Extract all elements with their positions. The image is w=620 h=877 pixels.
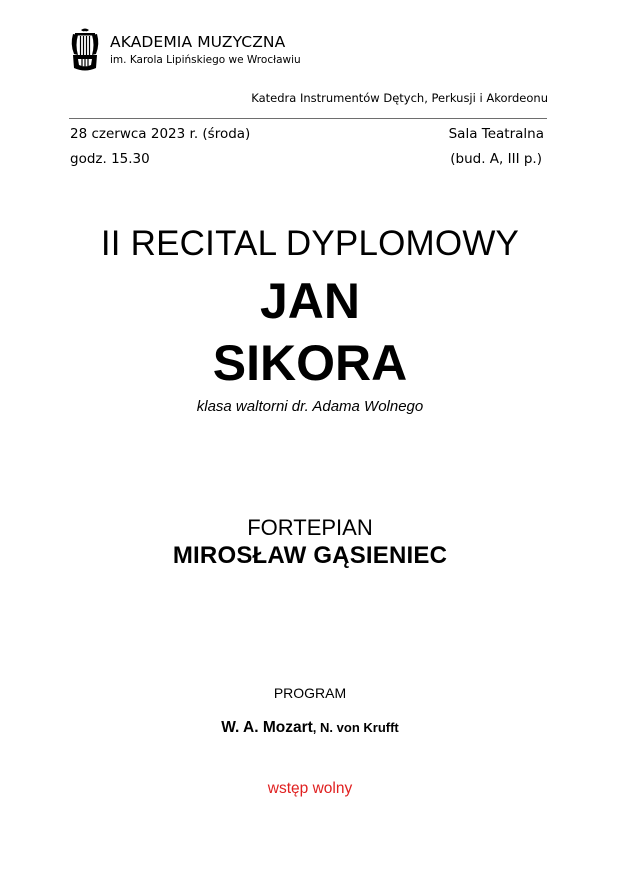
recital-title: II RECITAL DYPLOMOWY bbox=[100, 224, 520, 263]
department-name: Katedra Instrumentów Dętych, Perkusji i Akordeonu bbox=[251, 91, 548, 105]
composer-separator: , bbox=[312, 720, 317, 735]
academy-name: AKADEMIA MUZYCZNA bbox=[110, 33, 286, 51]
program-label: PROGRAM bbox=[273, 685, 347, 701]
performer-first-name: JAN bbox=[259, 273, 361, 329]
program-composers bbox=[0, 719, 620, 737]
event-venue: Sala Teatralna bbox=[448, 126, 544, 142]
header-divider bbox=[69, 118, 547, 119]
accompanist-instrument: FORTEPIAN bbox=[247, 515, 373, 540]
event-date: 28 czerwca 2023 r. (środa) bbox=[70, 126, 251, 142]
admission-note: wstęp wolny bbox=[267, 780, 353, 797]
composer-main: W. A. Mozart bbox=[221, 719, 313, 736]
class-info: klasa waltorni dr. Adama Wolnego bbox=[196, 398, 424, 415]
academy-subtitle: im. Karola Lipińskiego we Wrocławiu bbox=[110, 54, 301, 66]
composer-second: N. von Krufft bbox=[316, 720, 399, 735]
lyre-icon bbox=[70, 28, 100, 72]
accompanist-name: MIROSŁAW GĄSIENIEC bbox=[172, 542, 448, 569]
event-venue-detail: (bud. A, III p.) bbox=[450, 151, 542, 167]
event-time: godz. 15.30 bbox=[70, 151, 150, 167]
performer-last-name: SIKORA bbox=[212, 335, 408, 391]
